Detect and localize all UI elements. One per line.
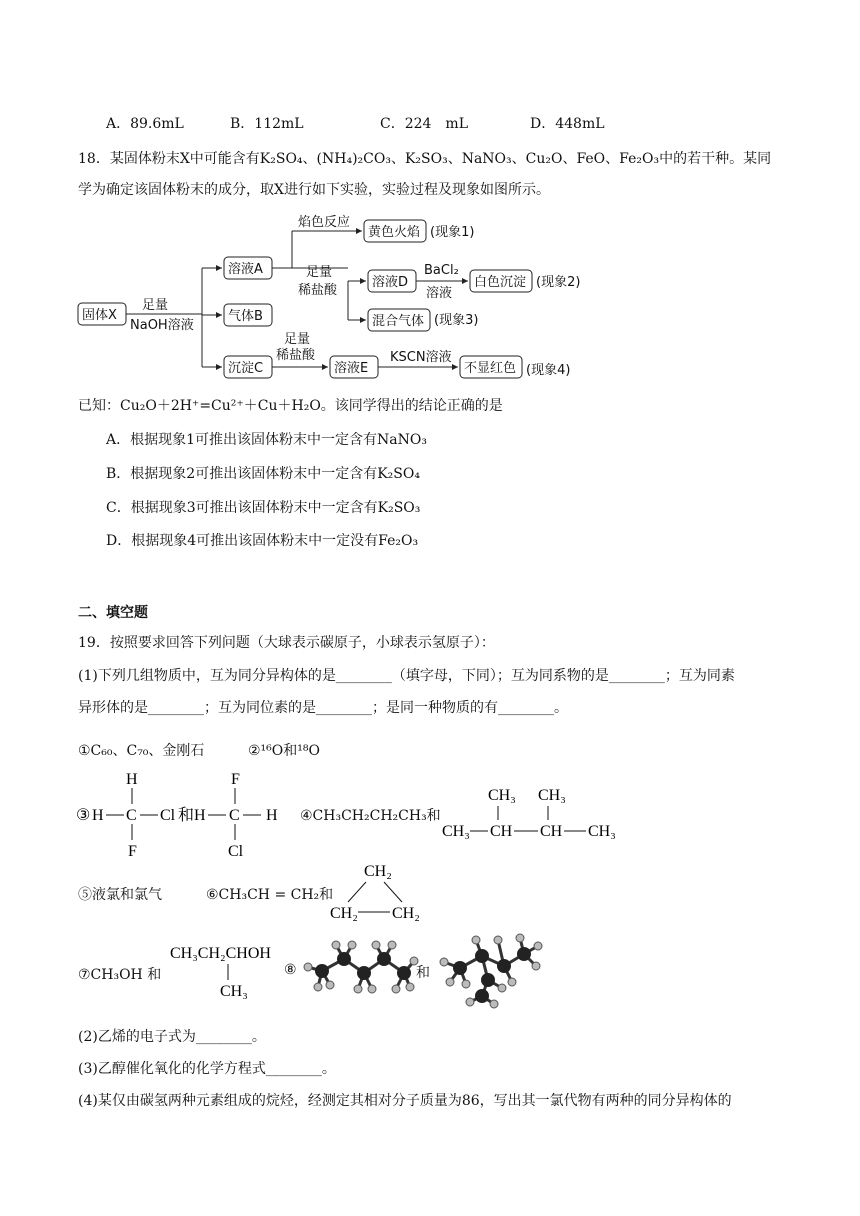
item-3-structures: [76, 768, 298, 860]
q17-option-b: B．112mL: [230, 116, 304, 132]
box-gas-b: 气体B: [228, 309, 263, 324]
q17-option-a: A．89.6mL: [106, 116, 184, 132]
svg-text:Cl: Cl: [228, 843, 244, 860]
item-8-ball-stick-model-2: [432, 928, 547, 1010]
box-no-red: 不显红色: [464, 361, 517, 376]
q18-option-b: B．根据现象2可推出该固体粉末中一定含有K₂SO₄: [106, 466, 420, 482]
svg-text:CH₃: CH₃: [220, 983, 248, 1000]
q18-option-a: A．根据现象1可推出该固体粉末中一定含有NaNO₃: [106, 432, 427, 448]
reagent2-hcl: 稀盐酸: [298, 283, 338, 298]
box-solid-x: 固体X: [82, 308, 117, 323]
svg-text:C: C: [229, 807, 240, 824]
experiment-flowchart: [70, 210, 630, 385]
item-4-butane: ④CH₃CH₂CH₂CH₃和: [300, 808, 441, 824]
q18-option-c: C．根据现象3可推出该固体粉末中一定含有K₂SO₃: [106, 500, 421, 516]
q18-stem-line1: 18．某固体粉末X中可能含有K₂SO₄、(NH₄)₂CO₃、K₂SO₃、NaNO₃、Cu₂O、FeO、Fe₂O₃中的若干种。某同: [78, 151, 772, 167]
item-8-and: 和: [416, 965, 430, 981]
svg-text:H: H: [194, 807, 206, 824]
item-2-isotopes: ②¹⁶O和¹⁸O: [248, 743, 320, 759]
reagent3-amount: 足量: [284, 332, 311, 347]
svg-text:③: ③: [76, 807, 91, 824]
svg-text:F: F: [231, 771, 240, 788]
svg-text:CH₃: CH₃: [588, 823, 616, 840]
item-6-cyclopropane: [326, 858, 436, 924]
svg-text:CH₃: CH₃: [488, 787, 516, 804]
q19-part3: (3)乙醇催化氧化的化学方程式________。: [78, 1061, 336, 1077]
box-solution-a: 溶液A: [228, 262, 263, 277]
item-1-allotropes: ①C₆₀、C₇₀、金刚石: [78, 743, 205, 759]
q19-part4: (4)某仅由碳氢两种元素组成的烷烃，经测定其相对分子质量为86，写出其一氯代物有两种的同分异构体的: [78, 1093, 732, 1109]
q19-part1-line1: (1)下列几组物质中，互为同分异构体的是________（填字母，下同）；互为同系物的是________；互为同素: [78, 668, 735, 684]
item-8-marker: ⑧: [284, 962, 297, 978]
svg-text:C: C: [126, 807, 137, 824]
svg-text:CH: CH: [490, 823, 513, 840]
label-solution: 溶液: [426, 286, 453, 301]
svg-text:CH₂: CH₂: [364, 863, 392, 880]
item-7-methanol: ⑦CH₃OH 和: [78, 967, 162, 983]
box-precip-c: 沉淀C: [228, 361, 264, 376]
svg-text:CH₃CH₂CHOH: CH₃CH₂CHOH: [170, 945, 271, 962]
svg-text:CH₂: CH₂: [392, 905, 420, 922]
svg-text:Cl: Cl: [160, 807, 176, 824]
svg-text:CH₃: CH₃: [538, 787, 566, 804]
box-yellow-flame: 黄色火焰: [368, 225, 421, 240]
reagent1-naoh: NaOH溶液: [130, 318, 194, 333]
phenomenon-1: (现象1): [430, 225, 475, 240]
svg-text:CH: CH: [540, 823, 563, 840]
label-kscn: KSCN溶液: [390, 350, 452, 365]
q19-part2: (2)乙烯的电子式为________。: [78, 1029, 266, 1045]
q18-stem-line2: 学为确定该固体粉末的成分，取X进行如下实验，实验过程及现象如图所示。: [78, 182, 550, 198]
phenomenon-4: (现象4): [526, 363, 571, 378]
q19-stem: 19．按照要求回答下列问题（大球表示碳原子，小球表示氢原子）：: [78, 635, 495, 651]
box-solution-d: 溶液D: [372, 275, 409, 290]
item-4-dimethylbutane: [440, 782, 630, 844]
box-white-precip: 白色沉淀: [474, 275, 527, 290]
phenomenon-2: (现象2): [536, 275, 581, 290]
label-flame-test: 焰色反应: [298, 215, 351, 230]
q17-option-c: C．224 mL: [380, 116, 469, 132]
box-mixed-gas: 混合气体: [372, 314, 425, 329]
reagent2-amount: 足量: [306, 265, 333, 280]
reagent1-amount: 足量: [142, 298, 169, 313]
svg-text:H: H: [92, 807, 104, 824]
svg-text:H: H: [126, 771, 138, 788]
item-8-ball-stick-model-1: [300, 935, 420, 1010]
svg-text:CH₃: CH₃: [442, 823, 470, 840]
svg-text:H: H: [266, 807, 278, 824]
item-6-propene: ⑥CH₃CH = CH₂和: [206, 887, 334, 903]
q18-option-d: D．根据现象4可推出该固体粉末中一定没有Fe₂O₃: [106, 533, 419, 549]
item-7-propanol: [168, 940, 278, 1002]
label-bacl2: BaCl₂: [424, 263, 459, 278]
box-solution-e: 溶液E: [334, 361, 369, 376]
q17-option-d: D．448mL: [530, 116, 605, 132]
section-title: 二、填空题: [78, 605, 148, 621]
svg-text:CH₂: CH₂: [330, 905, 358, 922]
item-5-chlorine: ⑤液氯和氯气: [78, 887, 162, 903]
svg-text:F: F: [128, 843, 137, 860]
q18-known-reaction: 已知：Cu₂O＋2H⁺=Cu²⁺＋Cu＋H₂O。该同学得出的结论正确的是: [78, 398, 503, 414]
svg-text:和: 和: [178, 807, 195, 824]
reagent3-hcl: 稀盐酸: [276, 348, 316, 363]
q19-part1-line2: 异形体的是________；互为同位素的是________；是同一种物质的有________。: [78, 700, 568, 716]
phenomenon-3: (现象3): [434, 313, 479, 328]
